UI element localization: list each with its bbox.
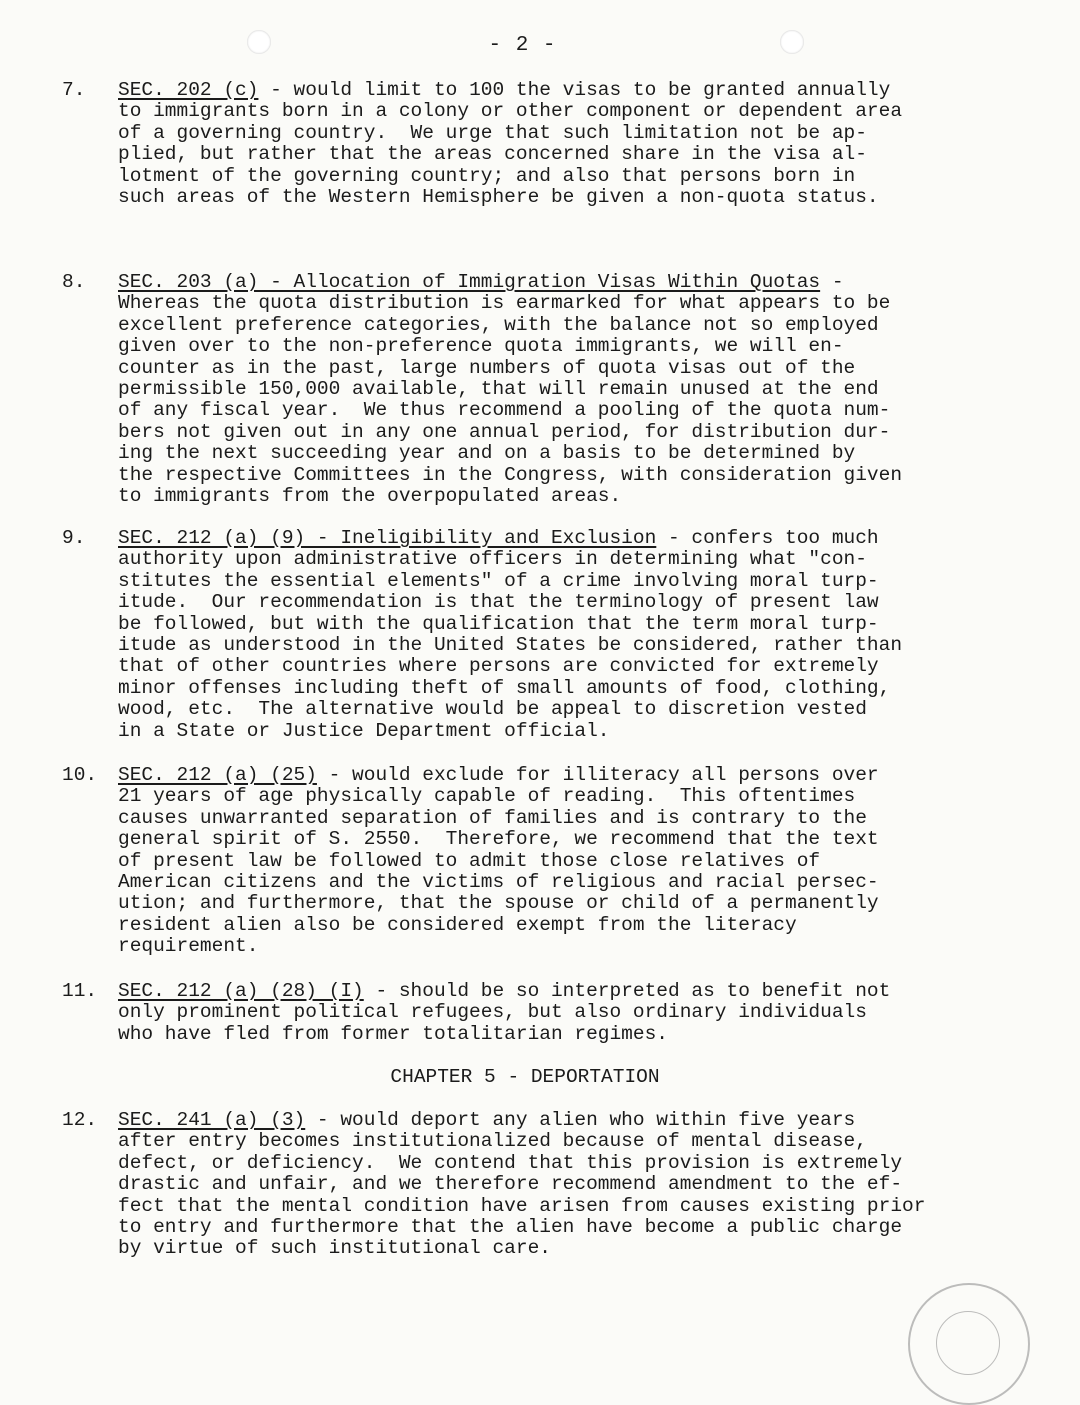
page-number: - 2 - <box>488 34 557 57</box>
section-reference: SEC. 241 (a) (3) <box>118 1109 306 1131</box>
section-reference: SEC. 203 (a) - Allocation of Immigration Visas Within Quotas <box>118 271 821 293</box>
item-text: SEC. 202 (c) - would limit to 100 the visas to be granted annually to immigrants born in a colony or other component or dependent area of a governing country. We urge that such limitation not be ap- plied, but rather that the areas concerned share in the visa al- lotment of the governing country; and also that persons born in such areas of the Western Hemisphere be given a non-quota status. <box>118 79 903 208</box>
item-text: SEC. 212 (a) (9) - Ineligibility and Exclusion - confers too much authority upon administrative officers in determining what "con- stitutes the essential elements" of a crime involving moral turp- itude. Our recommendation is that the terminology of present law be followed, but with the qualification that the term moral turp- itude as understood in the United States be considered, rather than that of other countries where persons are convicted for extremely minor offenses including theft of small amounts of food, clothing, wood, etc. The alternative would be appeal to discretion vested in a State or Justice Department official. <box>118 527 903 742</box>
archive-stamp <box>908 1283 1030 1405</box>
list-item <box>62 1110 1002 1265</box>
item-number: 10. <box>62 764 98 786</box>
section-reference: SEC. 202 (c) <box>118 79 259 101</box>
item-text: SEC. 241 (a) (3) - would deport any alien who within five years after entry becomes institutionalized because of mental disease, defect, or deficiency. We contend that this provision is extremely drastic and unfair, and we therefore recommend amendment to the ef- fect that the mental condition have arisen from causes existing prior to entry and furthermore that the alien have become a public charge by virtue of such institutional care. <box>118 1109 926 1260</box>
list-item <box>62 765 1002 965</box>
item-number: 9. <box>62 527 86 549</box>
item-number: 12. <box>62 1109 98 1131</box>
list-item <box>62 272 1002 512</box>
item-number: 7. <box>62 79 86 101</box>
section-reference: SEC. 212 (a) (25) <box>118 764 317 786</box>
list-item <box>62 80 1002 210</box>
list-item <box>62 528 1002 748</box>
list-item <box>62 981 1002 1051</box>
section-reference: SEC. 212 (a) (9) - Ineligibility and Exclusion <box>118 527 657 549</box>
item-text: SEC. 212 (a) (28) (I) - should be so interpreted as to benefit not only prominent political refugees, but also ordinary individuals who have fled from former totalitarian regimes. <box>118 980 891 1045</box>
item-text: SEC. 203 (a) - Allocation of Immigration Visas Within Quotas - Whereas the quota distribution is earmarked for what appears to be excellent preference categories, with the balance not so employed given over to the non-preference quota immigrants, we will en- counter as in the past, large numbers of quota visas out of the permissible 150,000 available, that will remain unused at the end of any fiscal year. We thus recommend a pooling of the quota num- bers not given out in any one annual period, for distribution dur- ing the next succeeding year and on a basis to be determined by the respective Committees in the Congress, with consideration given to immigrants from the overpopulated areas. <box>118 271 903 507</box>
item-number: 11. <box>62 980 98 1002</box>
chapter-heading: CHAPTER 5 - DEPORTATION <box>390 1066 660 1088</box>
item-text: SEC. 212 (a) (25) - would exclude for illiteracy all persons over 21 years of age physically capable of reading. This oftentimes causes unwarranted separation of families and is contrary to the general spirit of S. 2550. Therefore, we recommend that the text of present law be followed to admit those close relatives of American citizens and the victims of religious and racial persec- ution; and furthermore, that the spouse or child of a permanently resident alien also be considered exempt from the literacy requirement. <box>118 764 879 958</box>
section-reference: SEC. 212 (a) (28) (I) <box>118 980 364 1002</box>
item-number: 8. <box>62 271 86 293</box>
archive-stamp-center <box>936 1311 1000 1375</box>
